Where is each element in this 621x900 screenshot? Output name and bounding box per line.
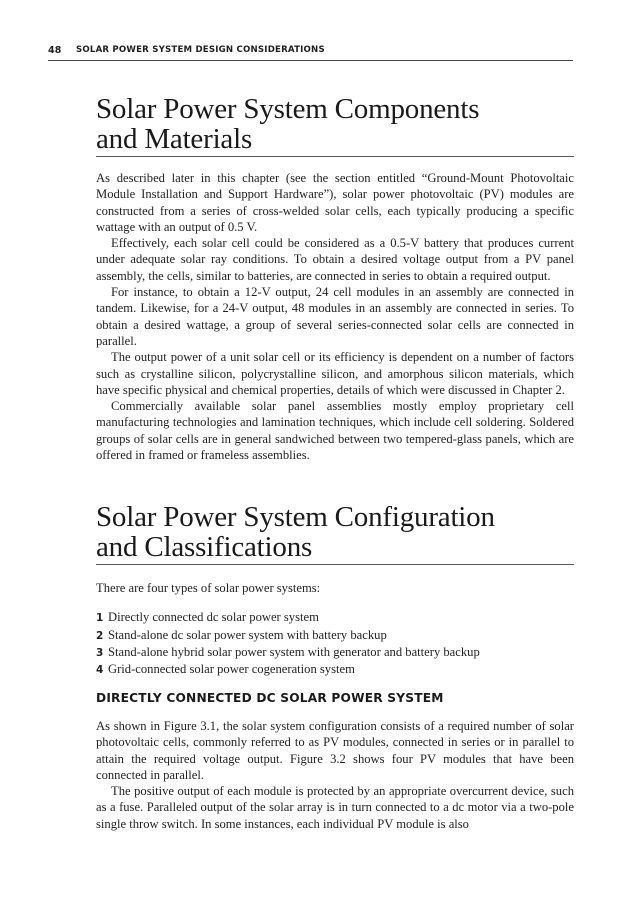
section-title-line: and Materials (96, 123, 253, 155)
page-number: 48 (48, 45, 62, 56)
system-types-list (96, 609, 574, 678)
list-number: 4 (96, 664, 104, 677)
list-text: Directly connected dc solar power system (108, 610, 319, 625)
list-item (96, 661, 574, 678)
paragraph: For instance, to obtain a 12-V output, 24 cell modules in an assembly are connected in tandem. Likewise, for a 24-V output, 48 modules in an assembly are connected in series. To obtain a desired wattage, a group of several series-connected solar cells are connected in parallel. (96, 285, 574, 348)
paragraph: As shown in Figure 3.1, the solar system configuration consists of a required number of solar photovoltaic cells, commonly referred to as PV modules, connected in series or in parallel to attain the required voltage output. Figure 3.2 shows four PV modules that have been connected in parallel. (96, 719, 574, 782)
section-title-configuration (96, 502, 574, 565)
list-item (96, 609, 574, 626)
list-number: 3 (96, 646, 104, 659)
list-text: Stand-alone dc solar power system with battery backup (108, 627, 387, 642)
section-title-line: Solar Power System Configuration (96, 501, 495, 533)
list-item (96, 644, 574, 661)
paragraph: The output power of a unit solar cell or its efficiency is dependent on a number of factors such as crystalline silicon, polycrystalline silicon, and amorphous silicon materials, which have specific physical and chemical properties, details of which were discussed in Chapter 2. (96, 350, 574, 397)
paragraph: Effectively, each solar cell could be considered as a 0.5-V battery that produces current under adequate solar ray conditions. To obtain a desired voltage output from a PV panel assembly, the cells, similar to batteries, are connected in series to obtain a required output. (96, 236, 574, 283)
section-title-line: Solar Power System Components (96, 93, 480, 125)
running-title: SOLAR POWER SYSTEM DESIGN CONSIDERATIONS (76, 45, 325, 55)
list-number: 2 (96, 629, 104, 642)
section-title-components (96, 94, 574, 157)
paragraph: Commercially available solar panel assemblies mostly employ proprietary cell manufacturing technologies and lamination techniques, which include cell soldering. Soldered groups of solar cells are in general sandwiched between two tempered-glass panels, which are offered in framed or frameless assemblies. (96, 399, 574, 463)
paragraph: The positive output of each module is protected by an appropriate overcurrent device, such as a fuse. Paralleled output of the solar array is in turn connected to a dc motor via a two-pole single throw switch. In some instances, each individual PV module is also (96, 784, 574, 831)
section-configuration (96, 502, 574, 678)
paragraph: As described later in this chapter (see the section entitled “Ground-Mount Photovoltaic Module Installation and Support Hardware”), solar power photovoltaic (PV) modules are constructed from a series of cross-welded solar cells, each typically producing a specific wattage with an output of 0.5 V. (96, 171, 574, 234)
list-text: Stand-alone hybrid solar power system with generator and battery backup (108, 644, 480, 659)
section-components (96, 94, 574, 463)
list-item (96, 627, 574, 644)
subsection-heading: DIRECTLY CONNECTED DC SOLAR POWER SYSTEM (96, 691, 444, 705)
list-text: Grid-connected solar power cogeneration system (108, 662, 355, 677)
running-header (48, 44, 573, 61)
list-number: 1 (96, 612, 104, 625)
section-title-line: and Classifications (96, 531, 313, 563)
section-directly-connected (96, 691, 574, 832)
list-intro: There are four types of solar power systems: (96, 581, 321, 595)
